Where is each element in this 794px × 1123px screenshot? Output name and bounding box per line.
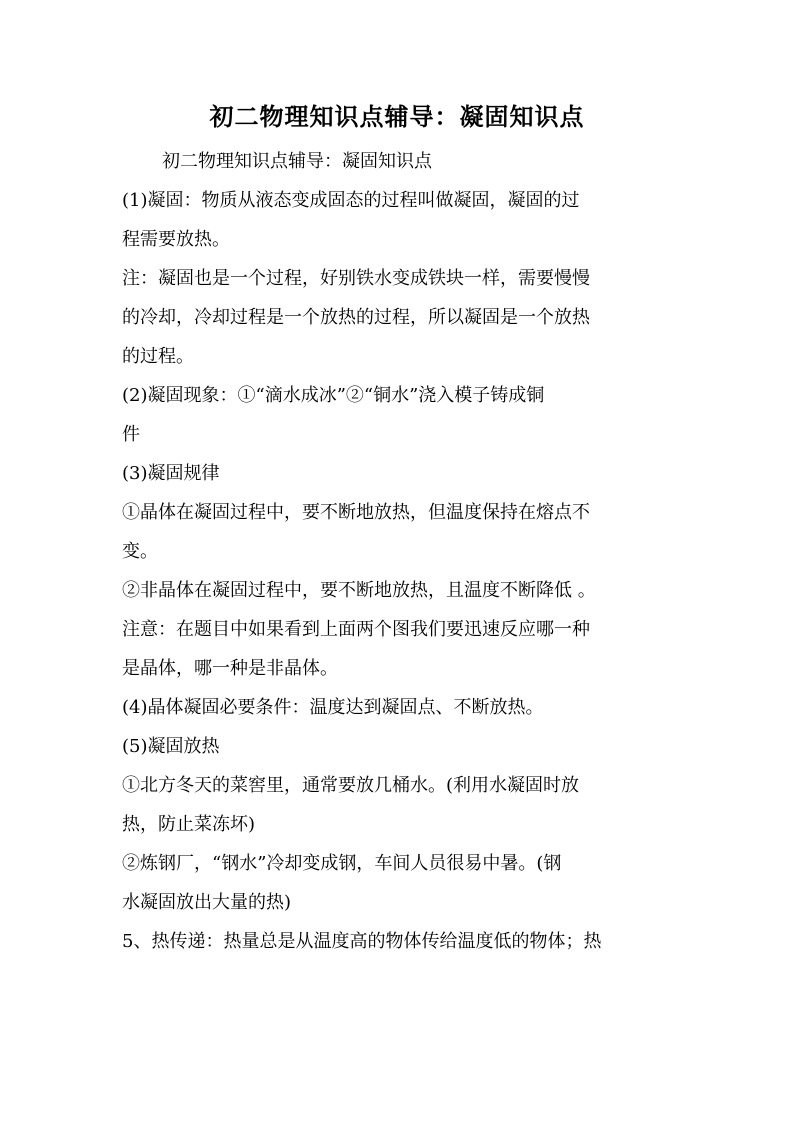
text-line: 的过程。: [122, 346, 194, 367]
text-line: 是晶体，哪一种是非晶体。: [122, 658, 338, 679]
document-body: [122, 142, 677, 961]
text-line: 程需要放热。: [122, 229, 230, 250]
text-line: ①北方冬天的菜窖里，通常要放几桶水。(利用水凝固时放: [122, 775, 580, 796]
text-line: (2)凝固现象：①“滴水成冰”②“铜水”浇入模子铸成铜: [122, 385, 545, 406]
text-line: 注：凝固也是一个过程，好别铁水变成铁块一样，需要慢慢: [122, 268, 590, 289]
text-line: (3)凝固规律: [122, 463, 220, 484]
document-title: 初二物理知识点辅导：凝固知识点: [209, 103, 585, 131]
text-line: 变。: [122, 541, 158, 562]
text-line: (4)晶体凝固必要条件：温度达到凝固点、不断放热。: [122, 697, 544, 718]
text-line: 水凝固放出大量的热): [122, 892, 292, 913]
text-line: ②非晶体在凝固过程中，要不断地放热，且温度不断降低 。: [122, 580, 596, 601]
text-line: 热，防止菜冻坏): [122, 814, 256, 835]
text-line: 件: [122, 424, 140, 445]
text-line: ②炼钢厂，“钢水”冷却变成钢，车间人员很易中暑。(钢: [122, 853, 562, 874]
text-line: 5、热传递：热量总是从温度高的物体传给温度低的物体；热: [122, 931, 602, 952]
text-line: ①晶体在凝固过程中，要不断地放热，但温度保持在熔点不: [122, 502, 590, 523]
text-line: (1)凝固：物质从液态变成固态的过程叫做凝固，凝固的过: [122, 190, 580, 211]
text-line: 注意：在题目中如果看到上面两个图我们要迅速反应哪一种: [122, 619, 590, 640]
text-line: (5)凝固放热: [122, 736, 220, 757]
text-line: 的冷却，冷却过程是一个放热的过程，所以凝固是一个放热: [122, 307, 590, 328]
subtitle-line: 初二物理知识点辅导：凝固知识点: [162, 151, 432, 172]
